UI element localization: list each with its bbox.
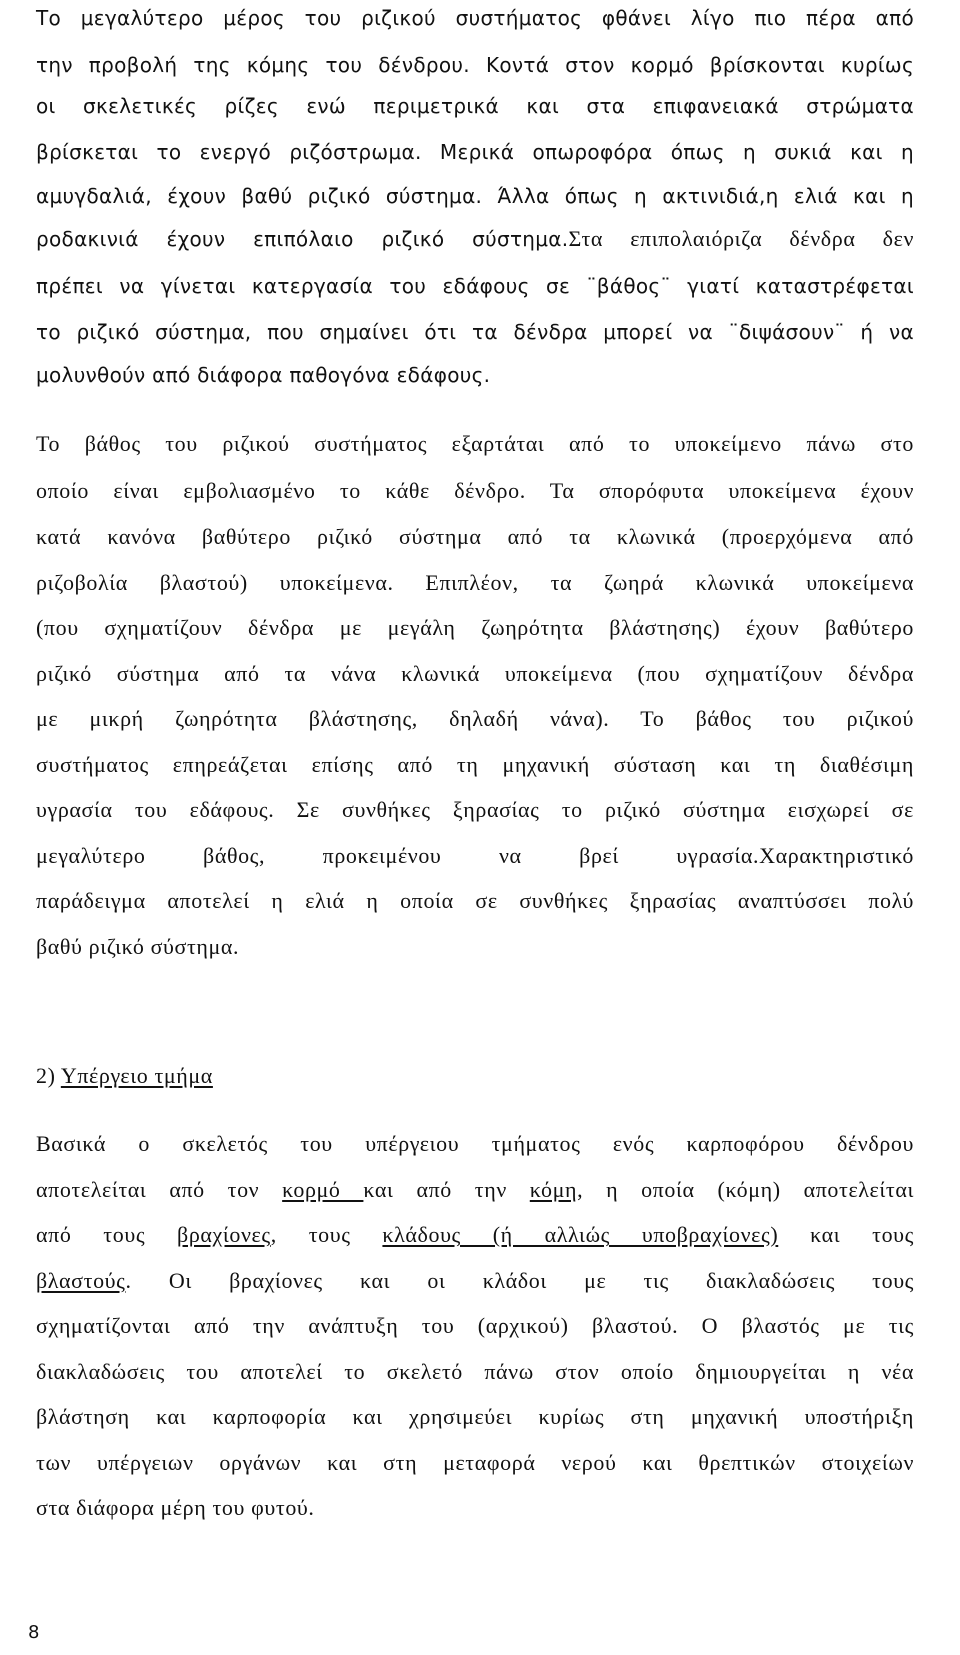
paragraph-1-line-2: την προβολή της κόμης του δένδρου. Κοντά στον κορμό βρίσκονται κυρίως bbox=[36, 53, 914, 77]
paragraph-3-line-2-a: αποτελείται από τον bbox=[36, 1177, 283, 1202]
paragraph-1-line-8: το ριζικό σύστημα, που σημαίνει ότι τα δένδρα μπορεί να ¨διψάσουν¨ ή να bbox=[36, 320, 914, 344]
paragraph-1-line-5: αμυγδαλιά, έχουν βαθύ ριζικό σύστημα. Άλλα όπως η ακτινιδιά,η ελιά και η bbox=[36, 184, 914, 208]
paragraph-2-line-11: παράδειγμα αποτελεί η ελιά η οποία σε συνθήκες ξηρασίας αναπτύσσει πολύ bbox=[36, 888, 914, 913]
paragraph-1-line-7: πρέπει να γίνεται κατεργασία του εδάφους σε ¨βάθος¨ γιατί καταστρέφεται bbox=[36, 274, 914, 298]
section-title: Υπέργειο τμήμα bbox=[60, 1063, 213, 1088]
paragraph-3-line-5: σχηματίζονται από την ανάπτυξη του (αρχικού) βλαστού. Ο βλαστός με τις bbox=[36, 1313, 914, 1338]
paragraph-3-line-1: Βασικά ο σκελετός του υπέργειου τμήματος ενός καρποφόρου δένδρου bbox=[36, 1131, 914, 1156]
paragraph-3-line-3-c: και τους bbox=[778, 1222, 914, 1247]
paragraph-3-line-2-b: και από την bbox=[363, 1177, 530, 1202]
paragraph-2-line-1: Το βάθος του ριζικού συστήματος εξαρτάται από το υποκείμενο πάνω στο bbox=[36, 431, 914, 456]
term-trunk: κορμό bbox=[282, 1177, 364, 1202]
paragraph-3-line-2-c: , η οποία (κόμη) αποτελείται bbox=[577, 1177, 915, 1202]
term-shoots: βλαστούς bbox=[36, 1268, 126, 1293]
paragraph-1-line-4: βρίσκεται το ενεργό ριζόστρωμα. Μερικά οπωροφόρα όπως η συκιά και η bbox=[36, 140, 914, 164]
paragraph-1-line-3: οι σκελετικές ρίζες ενώ περιμετρικά και στα επιφανειακά στρώματα bbox=[36, 94, 914, 118]
paragraph-2-line-2-b: Τα σπορόφυτα υποκείμενα έχουν bbox=[549, 478, 914, 503]
paragraph-1-line-1: Το μεγαλύτερο μέρος του ριζικού συστήματος φθάνει λίγο πιο πέρα από bbox=[36, 6, 914, 30]
paragraph-2-line-2-a: οποίο είναι εμβολιασμένο το κάθε δένδρο. bbox=[36, 478, 526, 503]
page-number: 8 bbox=[28, 1622, 40, 1643]
paragraph-2-line-5: (που σχηματίζουν δένδρα με μεγάλη ζωηρότητα βλάστησης) έχουν βαθύτερο bbox=[36, 615, 914, 640]
paragraph-2-line-12: βαθύ ριζικό σύστημα. bbox=[36, 934, 240, 959]
paragraph-2-line-7: με μικρή ζωηρότητα βλάστησης, δηλαδή νάνα). Το βάθος του ριζικού bbox=[36, 706, 914, 731]
paragraph-2-line-3: κατά κανόνα βαθύτερο ριζικό σύστημα από τα κλωνικά (προερχόμενα από bbox=[36, 524, 914, 549]
paragraph-2-line-6: ριζικό σύστημα από τα νάνα κλωνικά υποκείμενα (που σχηματίζουν δένδρα bbox=[36, 661, 914, 686]
paragraph-3-line-6: διακλαδώσεις του αποτελεί το σκελετό πάνω στον οποίο δημιουργείται η νέα bbox=[36, 1359, 914, 1384]
paragraph-2-line-2 bbox=[36, 477, 914, 505]
section-heading bbox=[36, 1062, 213, 1090]
paragraph-2-line-9: υγρασία του εδάφους. Σε συνθήκες ξηρασίας το ριζικό σύστημα εισχωρεί σε bbox=[36, 797, 914, 822]
paragraph-1-line-6-text: ροδακινιά έχουν επιπόλαιο ριζικό σύστημα. bbox=[36, 227, 569, 251]
section-number: 2) bbox=[36, 1063, 56, 1088]
paragraph-2-line-8: συστήματος επηρεάζεται επίσης από τη μηχανική σύσταση και τη διαθέσιμη bbox=[36, 752, 914, 777]
paragraph-3-line-9: στα διάφορα μέρη του φυτού. bbox=[36, 1495, 315, 1520]
paragraph-3-line-3 bbox=[36, 1221, 914, 1249]
paragraph-1-line-6-continuation: Στα επιπολαιόριζα δένδρα δεν bbox=[568, 226, 914, 251]
paragraph-1-line-9: μολυνθούν από διάφορα παθογόνα εδάφους. bbox=[36, 363, 491, 387]
paragraph-3-line-8: των υπέργειων οργάνων και στη μεταφορά νερού και θρεπτικών στοιχείων bbox=[36, 1450, 914, 1475]
paragraph-2-line-4: ριζοβολία βλαστού) υποκείμενα. Επιπλέον, τα ζωηρά κλωνικά υποκείμενα bbox=[36, 570, 914, 595]
paragraph-2-line-10: μεγαλύτερο βάθος, προκειμένου να βρεί υγρασία.Χαρακτηριστικό bbox=[36, 843, 914, 868]
term-crown: κόμη bbox=[529, 1177, 578, 1202]
paragraph-3-line-4-a: . Οι βραχίονες και οι κλάδοι με τις διακλαδώσεις τους bbox=[125, 1268, 914, 1293]
term-branches: βραχίονες bbox=[177, 1222, 271, 1247]
paragraph-3-line-2 bbox=[36, 1176, 914, 1204]
paragraph-3-line-7: βλάστηση και καρποφορία και χρησιμεύει κυρίως στη μηχανική υποστήριξη bbox=[36, 1404, 914, 1429]
paragraph-3-line-3-a: από τους bbox=[36, 1222, 178, 1247]
term-sub-branches: κλάδους (ή αλλιώς υποβραχίονες) bbox=[382, 1222, 779, 1247]
paragraph-3-line-4 bbox=[36, 1267, 914, 1295]
paragraph-3-line-3-b: , τους bbox=[270, 1222, 383, 1247]
paragraph-1-line-6 bbox=[36, 225, 914, 253]
